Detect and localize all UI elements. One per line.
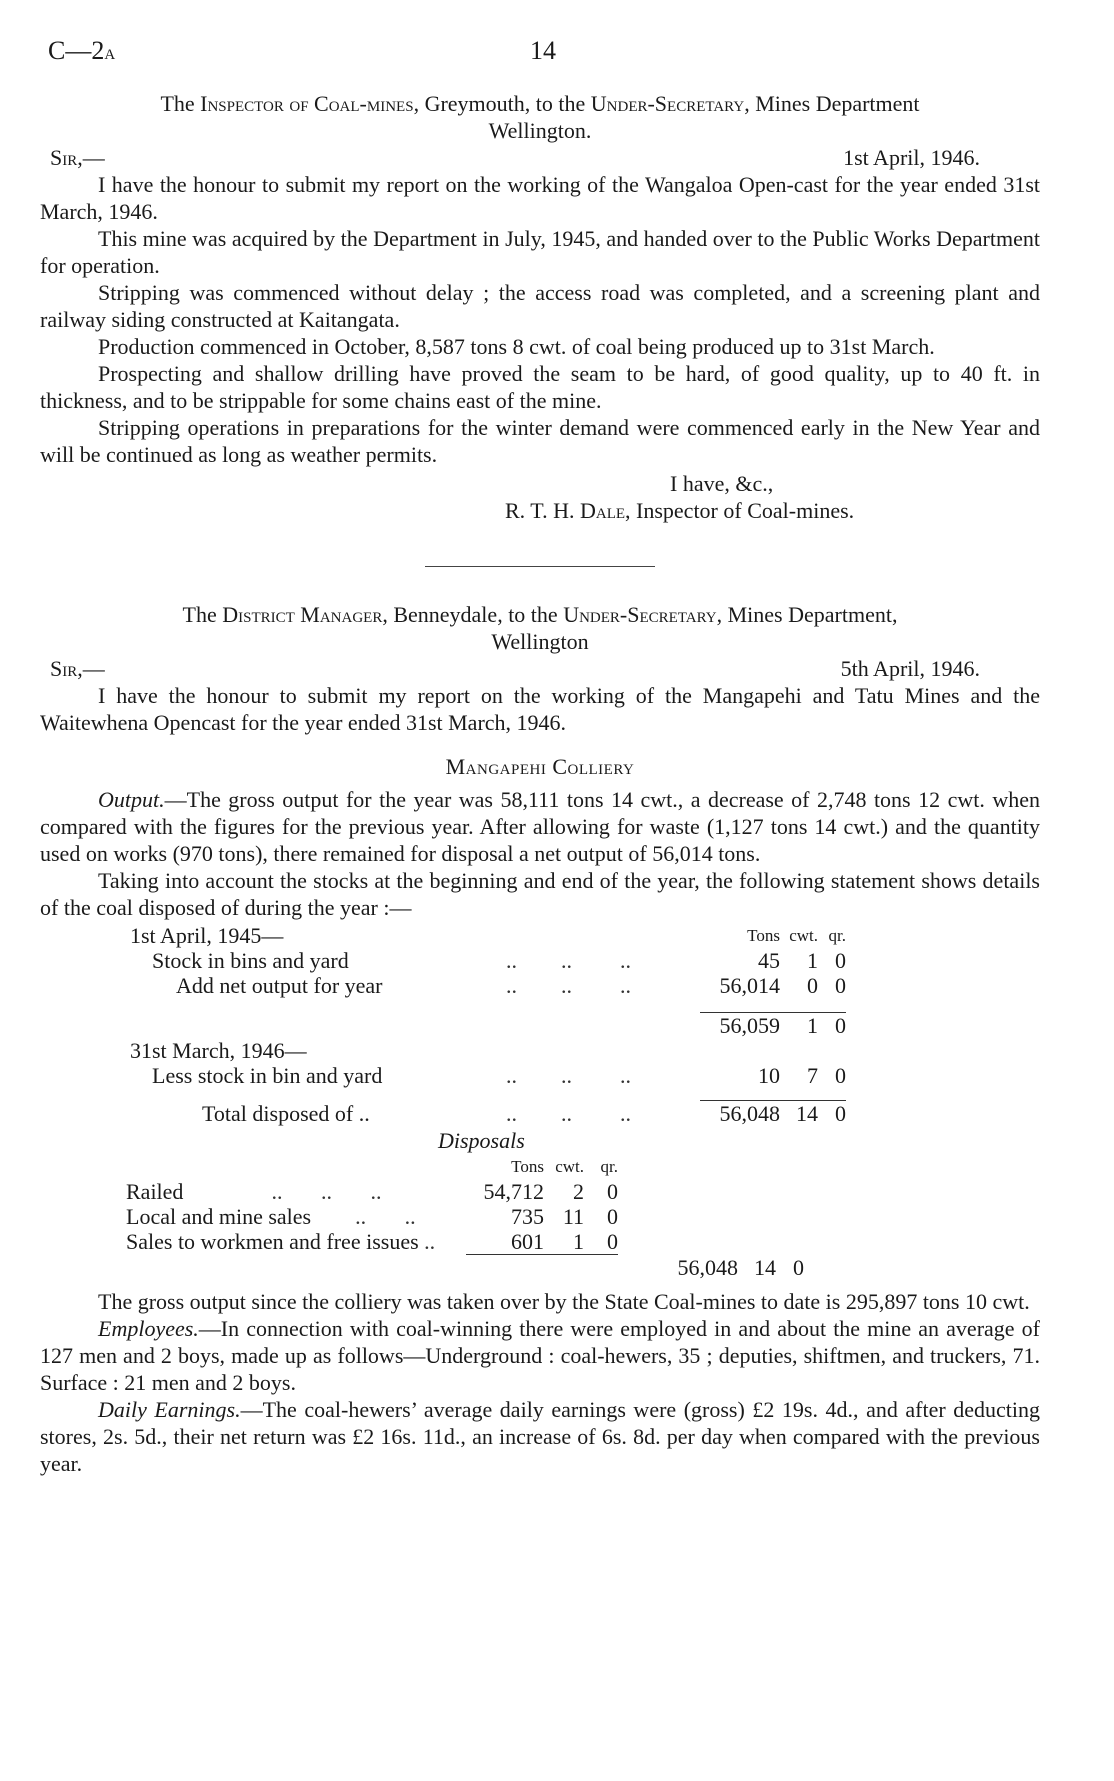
table-row: Less stock in bin and yard .. .. .. 10 7 0 bbox=[152, 1063, 846, 1088]
stocks-paragraph: Taking into account the stocks at the beginning and end of the year, the following statement shows details of the coal disposed of during the year :— bbox=[40, 868, 1040, 920]
table-row: 31st March, 1946— bbox=[130, 1038, 307, 1063]
disposals-table bbox=[126, 1154, 804, 1280]
table-row: Sales to workmen and free issues .. 601 1 0 bbox=[126, 1229, 618, 1255]
letter1-paragraph: Stripping was commenced without delay ; the access road was completed, and a screening plant and railway siding constructed at Kaitangata. bbox=[40, 280, 1040, 332]
section-divider bbox=[425, 566, 655, 567]
letter1-address: The Inspector of Coal-mines, Greymouth, to the Under-Secretary, Mines Department bbox=[160, 91, 920, 116]
table-row: 56,048 14 0 bbox=[126, 1255, 804, 1281]
letter1-salutation: Sir,— bbox=[50, 145, 105, 170]
table-row: Total disposed of .. .. .. .. 56,048 14 0 bbox=[202, 1100, 846, 1126]
document-reference: C—2A bbox=[48, 36, 116, 65]
earnings-paragraph: Daily Earnings.—The coal-hewers’ average daily earnings were (gross) £2 19s. 4d., and after deducting stores, 2s. 5d., their net return was £2 16s. 11d., an increase of 6s. 8d. per day when compared with the previous year. bbox=[40, 1397, 1040, 1476]
letter1-paragraph: This mine was acquired by the Department in July, 1945, and handed over to the Public Works Department for operation. bbox=[40, 226, 1040, 278]
employees-paragraph: Employees.—In connection with coal-winning there were employed in and about the mine an average of 127 men and 2 boys, made up as follows—Underground : coal-hewers, 35 ; deputies, shiftmen, and truckers, 71. Surface : 21 men and 2 boys. bbox=[40, 1316, 1040, 1395]
letter2-salutation: Sir,— bbox=[50, 656, 105, 681]
letter1-signature: R. T. H. Dale, Inspector of Coal-mines. bbox=[505, 498, 855, 523]
table-row: 1st April, 1945— Tons cwt. qr. bbox=[130, 923, 846, 948]
gross-output-paragraph: The gross output since the colliery was taken over by the State Coal-mines to date is 295,897 tons 10 cwt. bbox=[98, 1289, 1030, 1314]
letter2-date: 5th April, 1946. bbox=[840, 656, 980, 681]
letter2-salutation-row bbox=[40, 655, 1040, 682]
disposals-heading: Disposals bbox=[438, 1128, 525, 1153]
letter1-date: 1st April, 1946. bbox=[843, 145, 980, 170]
section-heading: Mangapehi Colliery bbox=[445, 754, 635, 779]
table-row: Railed .. .. .. 54,712 2 0 bbox=[126, 1179, 618, 1204]
letter2-intro: I have the honour to submit my report on the working of the Mangapehi and Tatu Mines and the Waitewhena Opencast for the year ended 31st March, 1946. bbox=[40, 683, 1040, 735]
letter1-salutation-row bbox=[40, 144, 1040, 171]
letter1-paragraph: I have the honour to submit my report on the working of the Wangaloa Open-cast for the year ended 31st March, 1946. bbox=[40, 172, 1040, 224]
table-row: Stock in bins and yard .. .. .. 45 1 0 bbox=[152, 948, 846, 973]
output-paragraph: Output.—The gross output for the year was 58,111 tons 14 cwt., a decrease of 2,748 tons 12 cwt. when compared with the figures for the previous year. After allowing for waste (1,127 tons 14 cwt.) and the quantity used on works (970 tons), there remained for disposal a net output of 56,014 tons. bbox=[40, 787, 1040, 866]
letter2-address: The District Manager, Benneydale, to the Under-Secretary, Mines Department, bbox=[182, 602, 898, 627]
letter1-paragraph: Prospecting and shallow drilling have proved the seam to be hard, of good quality, up to 40 ft. in thickness, and to be strippable for some chains east of the mine. bbox=[40, 361, 1040, 413]
letter1-paragraph: Stripping operations in preparations for the winter demand were commenced early in the New Year and will be continued as long as weather permits. bbox=[40, 415, 1040, 467]
letter1-address-line2: Wellington. bbox=[488, 118, 592, 143]
letter2-address-line2: Wellington bbox=[491, 629, 589, 654]
stock-account-table bbox=[130, 923, 846, 1126]
letter1-closing: I have, &c., bbox=[670, 471, 774, 496]
table-row: Tons cwt. qr. bbox=[511, 1157, 618, 1176]
page-number: 14 bbox=[530, 36, 556, 65]
page-header bbox=[40, 28, 1040, 68]
table-row: Local and mine sales .. .. 735 11 0 bbox=[126, 1204, 618, 1229]
letter1-paragraph: Production commenced in October, 8,587 tons 8 cwt. of coal being produced up to 31st March. bbox=[98, 334, 935, 359]
table-row: Add net output for year .. .. .. 56,014 0 0 bbox=[176, 973, 846, 998]
page bbox=[40, 28, 1040, 1477]
table-row: 56,059 1 0 bbox=[130, 1013, 846, 1039]
